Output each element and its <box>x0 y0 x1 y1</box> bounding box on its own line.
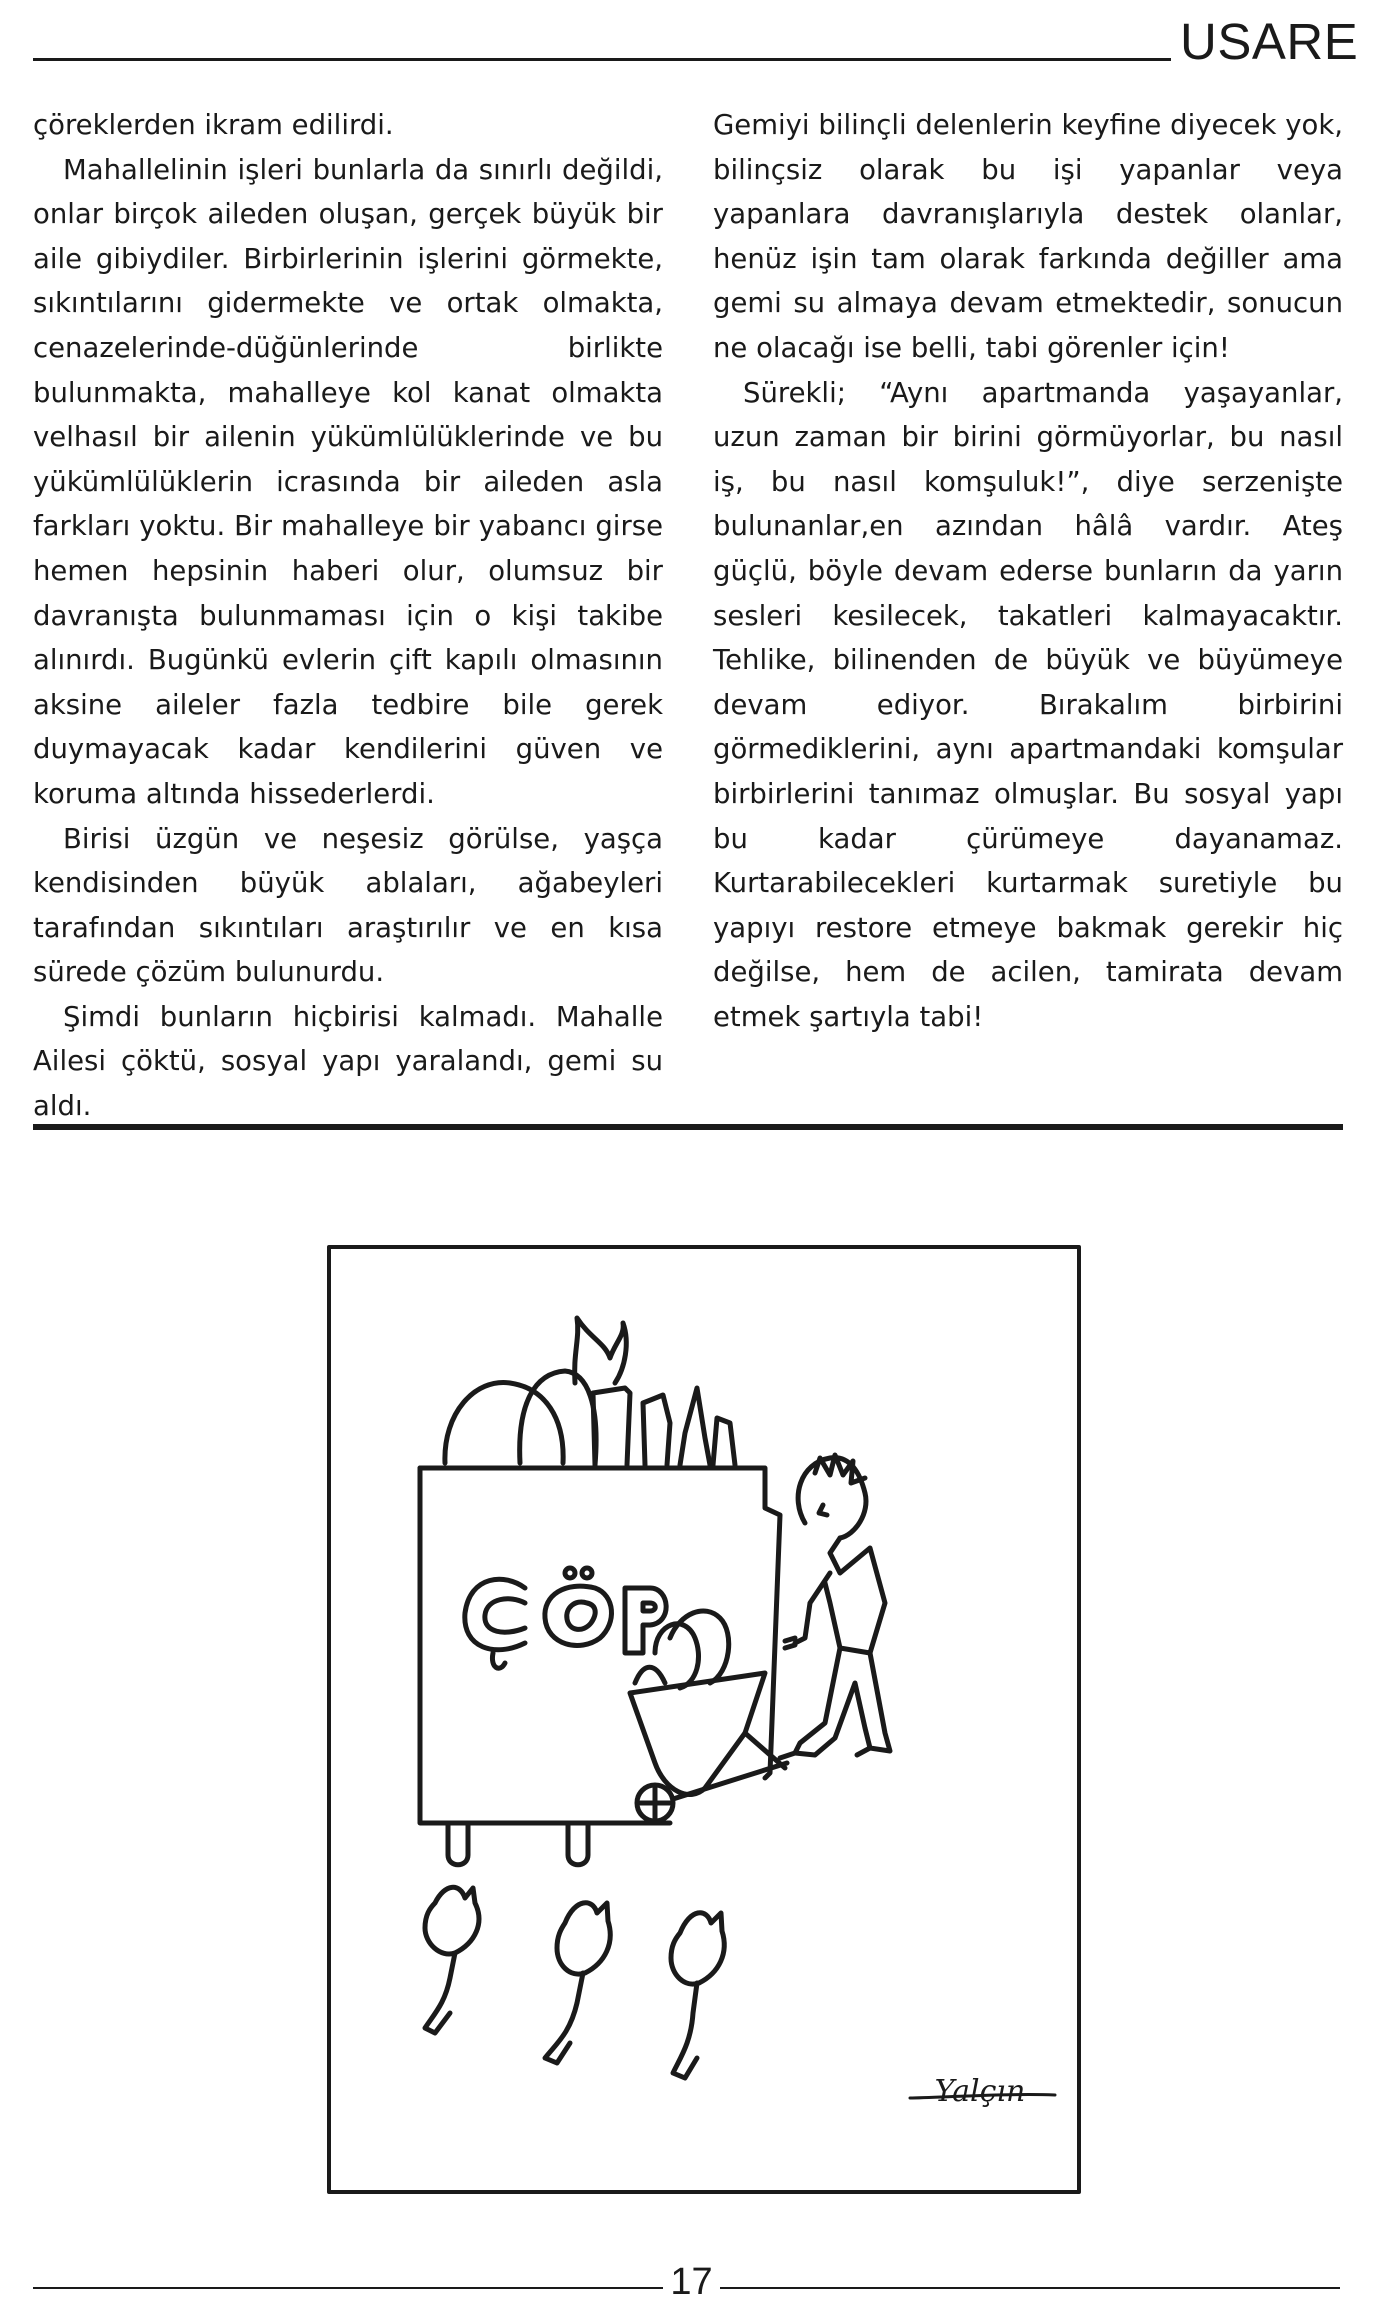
paragraph: Mahallelinin işleri bunlarla da sınırlı değildi, onlar birçok aileden oluşan, gerçek büyük bir aile gibiydiler. Birbirlerinin işlerini görmekte, sıkıntılarını gidermekte ve ortak olmakta, cenazelerinde-düğünlerinde birlikte bulunmakta, mahalleye kol kanat olmakta velhasıl bir ailenin yükümlülüklerinde ve bu yükümlülüklerin icrasında bir aileden asla farkları yoktu. Bir mahalleye bir yabancı girse hemen hepsinin haberi olur, olumsuz bir davranışta bulunmaması için o kişi takibe alınırdı. Bugünkü evlerin çift kapılı olmasının aksine aileler fazla tedbire bile gerek duymayacak kadar kendilerini güven ve koruma altında hissederlerdi. <box>33 153 663 810</box>
cartoon-frame <box>329 1247 1079 2192</box>
barrow-arm <box>745 1733 785 1768</box>
cart-body-left <box>420 1468 670 1823</box>
cat-1-tail <box>425 1953 455 2033</box>
trash-bag-1 <box>445 1383 563 1463</box>
cat-1 <box>425 1887 479 1954</box>
letter-o <box>545 1586 612 1645</box>
cat-2 <box>557 1903 610 1974</box>
man-legs <box>795 1648 890 1755</box>
paragraph: Birisi üzgün ve neşesiz görülse, yaşça kendisinden büyük ablaları, ağabeyleri tarafından sıkıntıları araştırılır ve en kısa sürede çözüm bulunurdu. <box>33 822 663 989</box>
cart-leg <box>568 1823 588 1865</box>
cat-3 <box>671 1913 724 1984</box>
page-number: 17 <box>670 2261 713 2303</box>
man-arm <box>795 1573 830 1643</box>
signature: Yalçın <box>934 2074 1026 2109</box>
right-column <box>713 103 1343 1039</box>
magazine-title: USARE <box>1180 13 1359 70</box>
left-column <box>33 103 663 1129</box>
cat-3-tail <box>673 1983 697 2078</box>
cartoon-drawing <box>325 1243 1083 2196</box>
footer-rule-left <box>33 2287 663 2289</box>
umlaut-dot <box>565 1568 575 1578</box>
paragraph: Gemiyi bilinçli delenlerin keyfine diyecek yok, bilinçsiz olarak bu işi yapanlar veya yapanlara davranışlarıyla destek olanlar, henüz işin tam olarak farkında değiller ama gemi su almaya devam etmektedir, sonucun ne olacağı ise belli, tabi görenler için! <box>713 109 1343 364</box>
section-rule <box>33 1124 1343 1130</box>
paragraph: Sürekli; “Aynı apartmanda yaşayanlar, uzun zaman bir birini görmüyorlar, bu nasıl iş, bu nasıl komşuluk!”, diye serzenişte bulunanlar,en azından hâlâ vardır. Ateş güçlü, böyle devam ederse bunların da yarın sesleri kesilecek, takatleri kalmayacaktır. Tehlike, bilinenden de büyük ve büyümeye devam ediyor. Bırakalım birbirini görmediklerini, aynı apartmandaki komşular birbirlerini tanımaz olmuşlar. Bu sosyal yapı bu kadar çürümeye dayanamaz. Kurtarabilecekleri kurtarmak suretiyle bu yapıyı restore etmeye bakmak gerekir hiç değilse, hem de acilen, tamirata devam etmek şartıyla tabi! <box>713 376 1343 1033</box>
cart-label-text: ÇÖP <box>325 1243 328 1244</box>
can <box>713 1418 735 1465</box>
man-nose <box>819 1505 827 1515</box>
wheel-spokes <box>640 1788 670 1818</box>
cat-2-tail <box>545 1973 583 2063</box>
cart-leg <box>448 1823 468 1865</box>
barrow-handle <box>765 1498 780 1778</box>
man-hand <box>785 1638 795 1648</box>
umlaut-dot <box>582 1568 592 1578</box>
cart-top <box>420 1468 765 1498</box>
cedilla <box>492 1653 505 1668</box>
trash-box <box>593 1388 630 1465</box>
letter-c <box>465 1579 525 1649</box>
footer-rule-right <box>720 2287 1340 2289</box>
paragraph: Şimdi bunların hiçbirisi kalmadı. Mahalle Ailesi çöktü, sosyal yapı yaralandı, gemi su aldı. <box>33 1000 663 1123</box>
cartoon-illustration <box>325 1243 1083 2196</box>
bottle <box>643 1395 670 1465</box>
header-rule <box>33 58 1171 61</box>
letter-p <box>625 1588 666 1653</box>
paper-scrap <box>575 1318 627 1383</box>
stick <box>680 1388 710 1465</box>
paragraph: çöreklerden ikram edilirdi. <box>33 109 394 141</box>
man-torso <box>825 1538 885 1653</box>
side-item <box>635 1667 665 1683</box>
